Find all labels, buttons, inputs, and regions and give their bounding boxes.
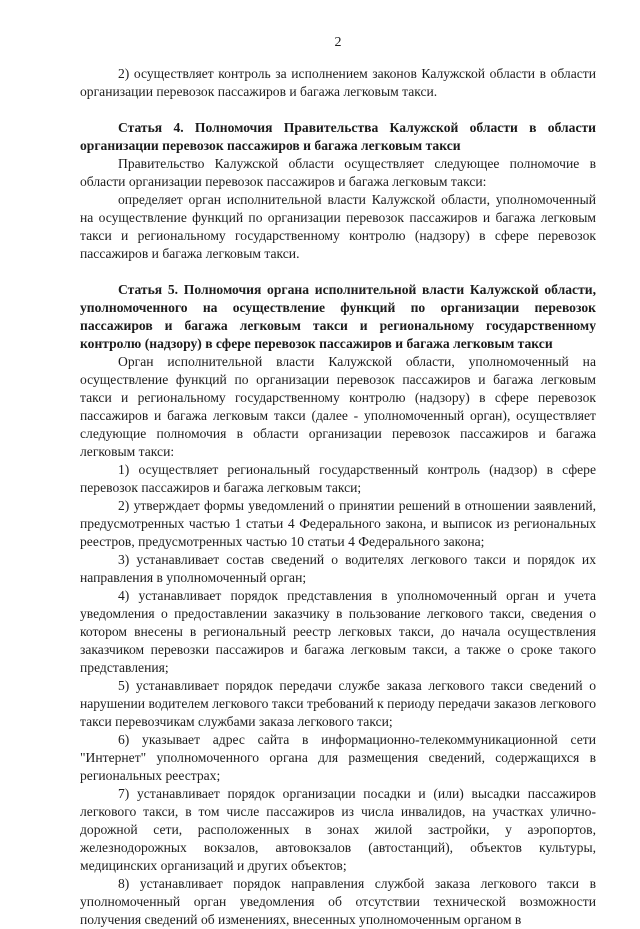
document-page <box>80 0 596 927</box>
article-5-item: 6) указывает адрес сайта в информационно-телекоммуникационной сети "Интернет" уполномоченного органа для размещения сведений, содержащихся в региональных реестрах; <box>80 732 596 783</box>
article-5-item: 3) устанавливает состав сведений о водителях легкового такси и порядок их направления в уполномоченный орган; <box>80 552 596 585</box>
article-4-title: Статья 4. Полномочия Правительства Калужской области в области организации перевозок пассажиров и багажа легковым такси <box>80 120 596 153</box>
section-gap <box>80 101 596 119</box>
article-5-item: 8) устанавливает порядок направления службой заказа легкового такси в уполномоченный орган уведомления об отсутствии технической возможности получения сведений об изменениях, внесенных уполномоченным органом в <box>80 876 596 927</box>
article-5-item: 5) устанавливает порядок передачи службе заказа легкового такси сведений о нарушении водителем легкового такси требований к периоду передачи заказов легкового такси перевозчикам службами заказа легкового такси; <box>80 678 596 729</box>
document-body <box>80 65 596 929</box>
article-5-item: 2) утверждает формы уведомлений о принятии решений в отношении заявлений, предусмотренных частью 1 статьи 4 Федерального закона, и выписок из региональных реестров, предусмотренных частью 10 статьи 4 Федерального закона; <box>80 498 596 549</box>
section-gap <box>80 263 596 281</box>
article-5-title: Статья 5. Полномочия органа исполнительной власти Калужской области, уполномоченного на осуществление функций по организации перевозок пассажиров и багажа легковым такси и региональному государственному контролю (надзору) в сфере перевозок пассажиров и багажа легковым такси <box>80 282 596 351</box>
page-number: 2 <box>334 35 342 50</box>
article-5-item: 7) устанавливает порядок организации посадки и (или) высадки пассажиров легкового такси, в том числе пассажиров из числа инвалидов, на участках улично-дорожной сети, расположенных в зонах жилой застройки, у аэропортов, железнодорожных вокзалов, автовокзалов (автостанций), объектов культуры, медицинских организаций и других объектов; <box>80 786 596 873</box>
intro-item: 2) осуществляет контроль за исполнением законов Калужской области в области организации перевозок пассажиров и багажа легковым такси. <box>80 66 596 99</box>
article-5-intro: Орган исполнительной власти Калужской области, уполномоченный на осуществление функций по организации перевозок пассажиров и багажа легковым такси и региональному государственному контролю (надзору) в сфере перевозок пассажиров и багажа легковым такси (далее - уполномоченный орган), осуществляет следующие полномочия в области организации перевозок пассажиров и багажа легковым такси: <box>80 354 596 459</box>
article-5-item: 4) устанавливает порядок представления в уполномоченный орган и учета уведомления о предоставлении заказчику в пользование легкового такси, сведения о котором внесены в региональный реестр легковых такси, до начала осуществления заказчиком перевозки пассажиров и багажа легковым такси, а также о сроке такого представления; <box>80 588 596 675</box>
article-5-item: 1) осуществляет региональный государственный контроль (надзор) в сфере перевозок пассажиров и багажа легковым такси; <box>80 462 596 495</box>
article-4-paragraph: определяет орган исполнительной власти Калужской области, уполномоченный на осуществление функций по организации перевозок пассажиров и багажа легковым такси и региональному государственному контролю (надзору) в сфере перевозок пассажиров и багажа легковым такси. <box>80 192 596 261</box>
article-4-paragraph: Правительство Калужской области осуществляет следующее полномочие в области организации перевозок пассажиров и багажа легковым такси: <box>80 156 596 189</box>
